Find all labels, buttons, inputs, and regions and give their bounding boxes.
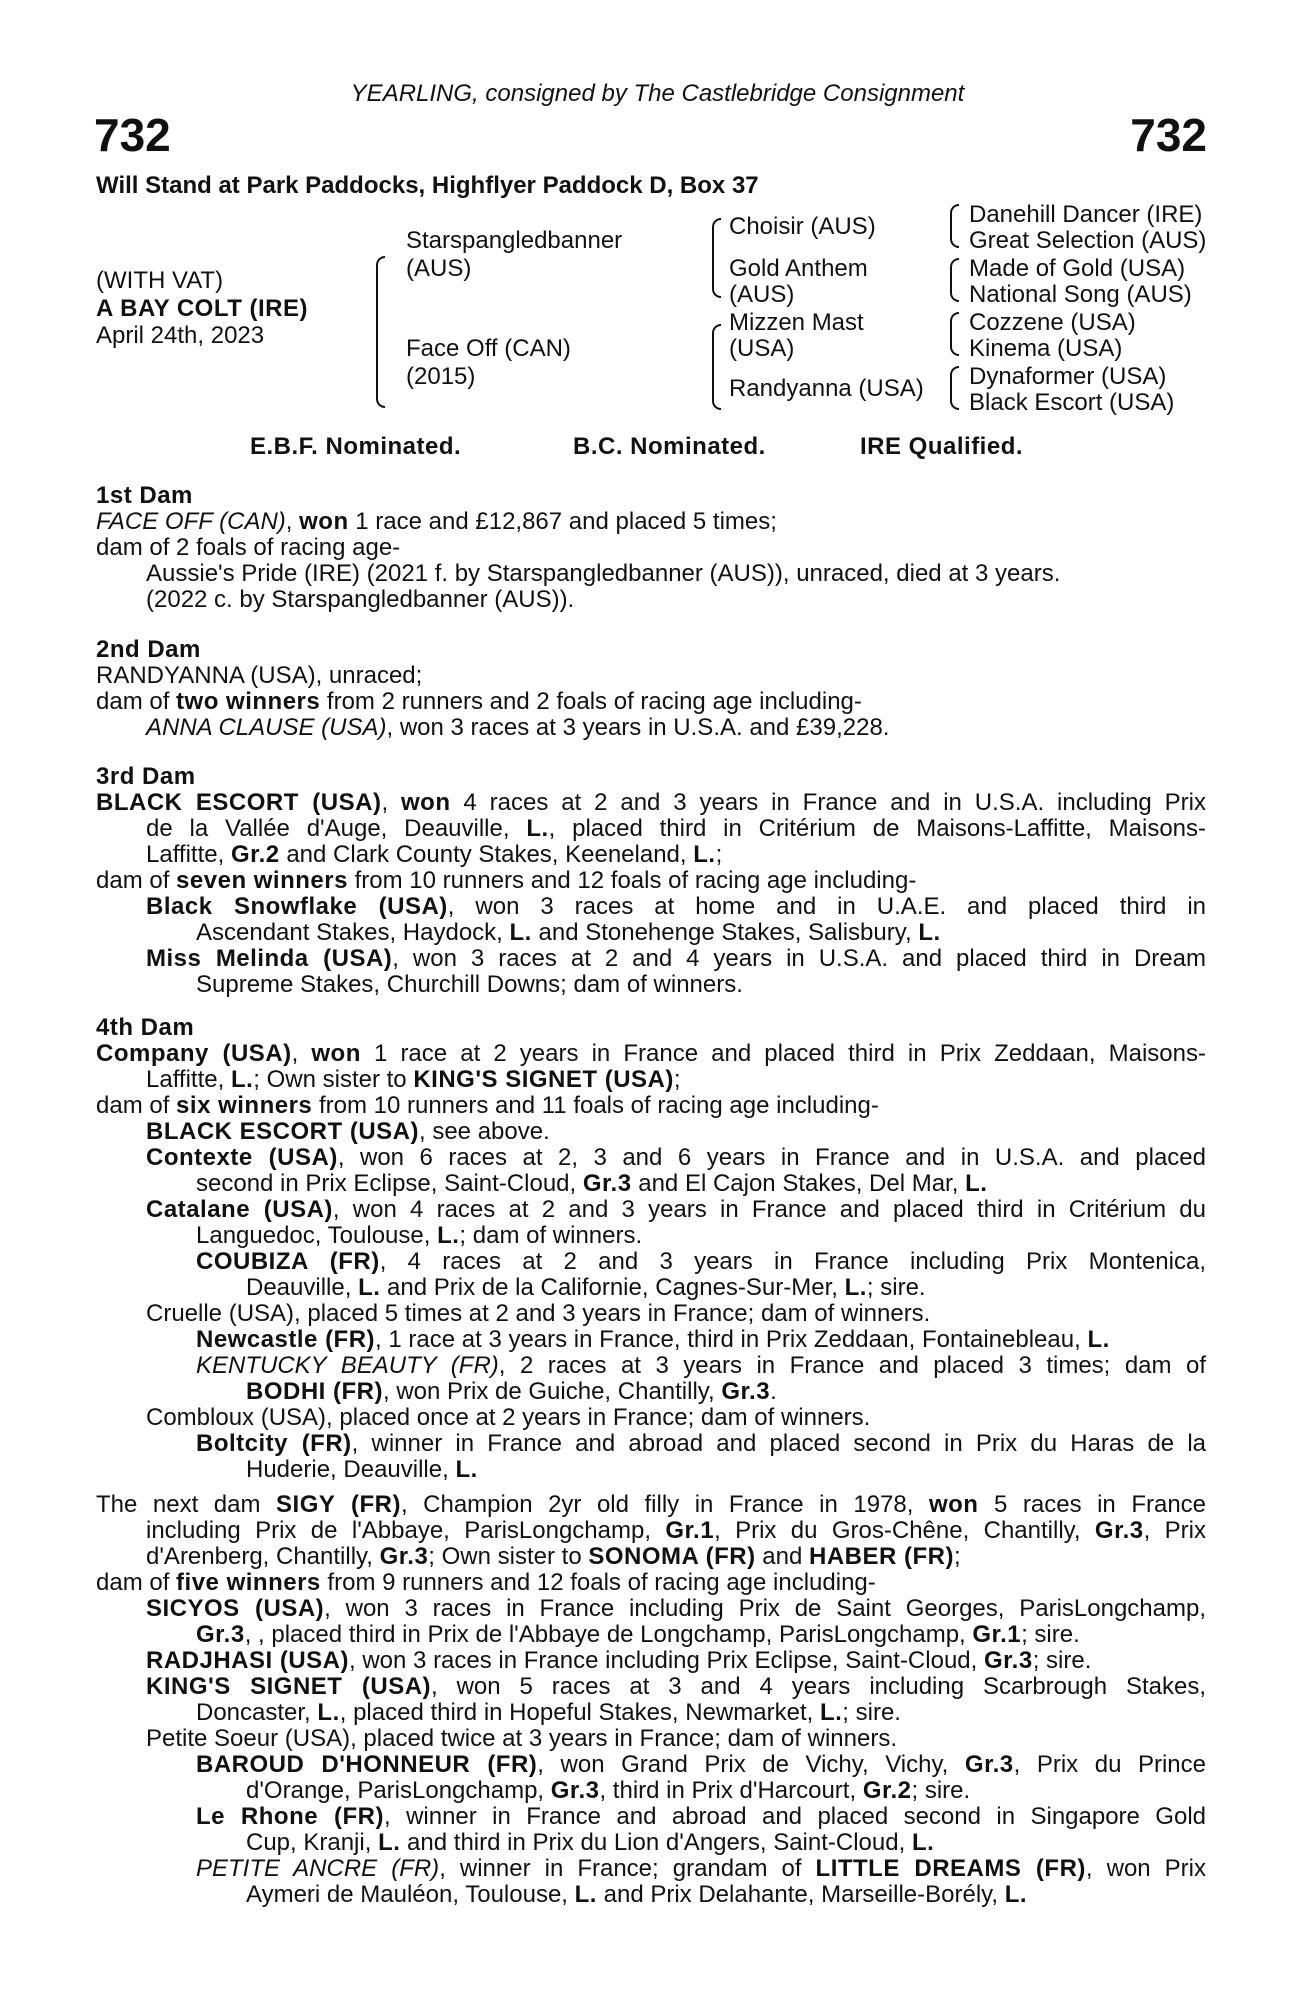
third-dam-heading: 3rd Dam bbox=[96, 763, 196, 790]
gen3-sdd: National Song (AUS) bbox=[969, 281, 1192, 308]
lot-number-right: 732 bbox=[1130, 109, 1207, 161]
fourth-dam-produce: Boltcity (FR), winner in France and abroad and placed second in Prix du Haras de la bbox=[196, 1430, 1207, 1457]
next-dam-section bbox=[96, 1492, 1206, 1908]
next-dam-produce: Petite Soeur (USA), placed twice at 3 years in France; dam of winners. bbox=[146, 1725, 897, 1752]
third-dam-line: Laffitte, Gr.2 and Clark County Stakes, Keeneland, L.; bbox=[146, 841, 723, 868]
fourth-dam-produce: second in Prix Eclipse, Saint-Cloud, Gr.3 and El Cajon Stakes, Del Mar, L. bbox=[196, 1170, 988, 1197]
fourth-dam-produce: Combloux (USA), placed once at 2 years in France; dam of winners. bbox=[146, 1404, 871, 1431]
gen3-ddd: Black Escort (USA) bbox=[969, 389, 1175, 416]
first-dam-heading: 1st Dam bbox=[96, 482, 193, 509]
horse-name: A BAY COLT (IRE) bbox=[96, 295, 309, 322]
dam-sire-name: Mizzen Mast bbox=[729, 309, 864, 336]
first-dam-section bbox=[96, 483, 1206, 613]
next-dam-line: The next dam SIGY (FR), Champion 2yr old filly in France in 1978, won 5 races in France bbox=[96, 1491, 1207, 1518]
second-dam-line: RANDYANNA (USA), unraced; bbox=[96, 662, 423, 689]
next-dam-produce: Aymeri de Mauléon, Toulouse, L. and Prix Delahante, Marseille-Borély, L. bbox=[246, 1881, 1028, 1908]
next-dam-line: including Prix de l'Abbaye, ParisLongchamp, Gr.1, Prix du Gros-Chêne, Chantilly, Gr.3, Prix bbox=[146, 1517, 1206, 1544]
gen3-dds: Dynaformer (USA) bbox=[969, 363, 1167, 390]
pedigree-brace-ss bbox=[950, 204, 959, 248]
ire-qualified: IRE Qualified. bbox=[860, 433, 1024, 460]
pedigree-brace-ds bbox=[950, 312, 959, 356]
fourth-dam-produce: COUBIZA (FR), 4 races at 2 and 3 years in France including Prix Montenica, bbox=[196, 1248, 1206, 1275]
fourth-dam-produce: Cruelle (USA), placed 5 times at 2 and 3 years in France; dam of winners. bbox=[146, 1300, 931, 1327]
second-dam-section bbox=[96, 637, 1206, 741]
stand-location: Will Stand at Park Paddocks, Highflyer Paddock D, Box 37 bbox=[96, 172, 759, 199]
first-dam-foals: dam of 2 foals of racing age- bbox=[96, 534, 401, 561]
next-dam-produce: Gr.3, , placed third in Prix de l'Abbaye de Longchamp, ParisLongchamp, Gr.1; sire. bbox=[196, 1621, 1080, 1648]
horse-dob: April 24th, 2023 bbox=[96, 322, 265, 349]
dam-year: (2015) bbox=[406, 363, 476, 390]
sire-dam-country: (AUS) bbox=[729, 281, 795, 308]
third-dam-produce: Ascendant Stakes, Haydock, L. and Stonehenge Stakes, Salisbury, L. bbox=[196, 919, 941, 946]
third-dam-line: de la Vallée d'Auge, Deauville, L., placed third in Critérium de Maisons-Laffitte, Maisons- bbox=[146, 815, 1207, 842]
fourth-dam-produce: Catalane (USA), won 4 races at 2 and 3 years in France and placed third in Critérium du bbox=[146, 1196, 1206, 1223]
pedigree-brace-dam bbox=[712, 324, 721, 410]
fourth-dam-heading: 4th Dam bbox=[96, 1014, 195, 1041]
fourth-dam-produce: Deauville, L. and Prix de la Californie, Cagnes-Sur-Mer, L.; sire. bbox=[246, 1274, 926, 1301]
pedigree-brace-main bbox=[376, 256, 385, 408]
fourth-dam-section bbox=[96, 1015, 1206, 1483]
dam-dam: Randyanna (USA) bbox=[729, 375, 924, 402]
gen3-dsd: Kinema (USA) bbox=[969, 335, 1123, 362]
dam-sire-country: (USA) bbox=[729, 335, 795, 362]
next-dam-produce: PETITE ANCRE (FR), winner in France; grandam of LITTLE DREAMS (FR), won Prix bbox=[196, 1855, 1206, 1882]
first-dam-produce: (2022 c. by Starspangledbanner (AUS)). bbox=[146, 586, 575, 613]
fourth-dam-produce: Contexte (USA), won 6 races at 2, 3 and 6 years in France and in U.S.A. and placed bbox=[146, 1144, 1206, 1171]
gen3-sss: Danehill Dancer (IRE) bbox=[969, 201, 1203, 228]
third-dam-produce: Black Snowflake (USA), won 3 races at home and in U.A.E. and placed third in bbox=[146, 893, 1206, 920]
sire-name: Starspangledbanner bbox=[406, 227, 623, 254]
next-dam-produce: Le Rhone (FR), winner in France and abroad and placed second in Singapore Gold bbox=[196, 1803, 1207, 1830]
fourth-dam-produce: Newcastle (FR), 1 race at 3 years in France, third in Prix Zeddaan, Fontainebleau, L. bbox=[196, 1326, 1110, 1353]
first-dam-line: FACE OFF (CAN), won 1 race and £12,867 and placed 5 times; bbox=[96, 508, 777, 535]
second-dam-produce: ANNA CLAUSE (USA), won 3 races at 3 years in U.S.A. and £39,228. bbox=[146, 714, 890, 741]
fourth-dam-produce: Huderie, Deauville, L. bbox=[246, 1456, 478, 1483]
next-dam-produce: d'Orange, ParisLongchamp, Gr.3, third in Prix d'Harcourt, Gr.2; sire. bbox=[246, 1777, 971, 1804]
sire-country: (AUS) bbox=[406, 255, 472, 282]
sire-dam-name: Gold Anthem bbox=[729, 255, 868, 282]
third-dam-section bbox=[96, 764, 1206, 998]
third-dam-produce: Supreme Stakes, Churchill Downs; dam of winners. bbox=[196, 971, 743, 998]
fourth-dam-line: Laffitte, L.; Own sister to KING'S SIGNET (USA); bbox=[146, 1066, 681, 1093]
pedigree-brace-sd bbox=[950, 258, 959, 302]
third-dam-winners: dam of seven winners from 10 runners and 12 foals of racing age including- bbox=[96, 867, 917, 894]
fourth-dam-produce: KENTUCKY BEAUTY (FR), 2 races at 3 years in France and placed 3 times; dam of bbox=[196, 1352, 1207, 1379]
dam-name: Face Off (CAN) bbox=[406, 335, 571, 362]
pedigree-brace-sire bbox=[712, 218, 721, 298]
pedigree-brace-dd bbox=[950, 366, 959, 410]
fourth-dam-produce: Languedoc, Toulouse, L.; dam of winners. bbox=[196, 1222, 643, 1249]
lot-number-left: 732 bbox=[94, 109, 171, 161]
fourth-dam-produce: BODHI (FR), won Prix de Guiche, Chantilly, Gr.3. bbox=[246, 1378, 777, 1405]
fourth-dam-produce: BLACK ESCORT (USA), see above. bbox=[146, 1118, 550, 1145]
third-dam-line: BLACK ESCORT (USA), won 4 races at 2 and 3 years in France and in U.S.A. including Prix bbox=[96, 789, 1206, 816]
next-dam-produce: KING'S SIGNET (USA), won 5 races at 3 and 4 years including Scarbrough Stakes, bbox=[146, 1673, 1206, 1700]
ebf-nominated: E.B.F. Nominated. bbox=[250, 433, 462, 460]
consignment-subtitle: YEARLING, consigned by The Castlebridge Consignment bbox=[350, 80, 965, 107]
next-dam-produce: Doncaster, L., placed third in Hopeful Stakes, Newmarket, L.; sire. bbox=[196, 1699, 901, 1726]
third-dam-produce: Miss Melinda (USA), won 3 races at 2 and 4 years in U.S.A. and placed third in Dream bbox=[146, 945, 1206, 972]
second-dam-winners: dam of two winners from 2 runners and 2 foals of racing age including- bbox=[96, 688, 862, 715]
next-dam-produce: SICYOS (USA), won 3 races in France including Prix de Saint Georges, ParisLongchamp, bbox=[146, 1595, 1206, 1622]
next-dam-line: d'Arenberg, Chantilly, Gr.3; Own sister to SONOMA (FR) and HABER (FR); bbox=[146, 1543, 961, 1570]
next-dam-winners: dam of five winners from 9 runners and 12 foals of racing age including- bbox=[96, 1569, 876, 1596]
sire-sire: Choisir (AUS) bbox=[729, 213, 876, 240]
vat-note: (WITH VAT) bbox=[96, 267, 224, 294]
first-dam-produce: Aussie's Pride (IRE) (2021 f. by Starspangledbanner (AUS)), unraced, died at 3 years. bbox=[146, 560, 1061, 587]
next-dam-produce: BAROUD D'HONNEUR (FR), won Grand Prix de Vichy, Vichy, Gr.3, Prix du Prince bbox=[196, 1751, 1207, 1778]
fourth-dam-winners: dam of six winners from 10 runners and 11 foals of racing age including- bbox=[96, 1092, 879, 1119]
fourth-dam-line: Company (USA), won 1 race at 2 years in France and placed third in Prix Zeddaan, Maisons- bbox=[96, 1040, 1206, 1067]
gen3-sds: Made of Gold (USA) bbox=[969, 255, 1186, 282]
gen3-dss: Cozzene (USA) bbox=[969, 309, 1136, 336]
bc-nominated: B.C. Nominated. bbox=[573, 433, 766, 460]
second-dam-heading: 2nd Dam bbox=[96, 636, 201, 663]
gen3-ssd: Great Selection (AUS) bbox=[969, 227, 1207, 254]
next-dam-produce: Cup, Kranji, L. and third in Prix du Lion d'Angers, Saint-Cloud, L. bbox=[246, 1829, 935, 1856]
next-dam-produce: RADJHASI (USA), won 3 races in France including Prix Eclipse, Saint-Cloud, Gr.3; sire. bbox=[146, 1647, 1092, 1674]
